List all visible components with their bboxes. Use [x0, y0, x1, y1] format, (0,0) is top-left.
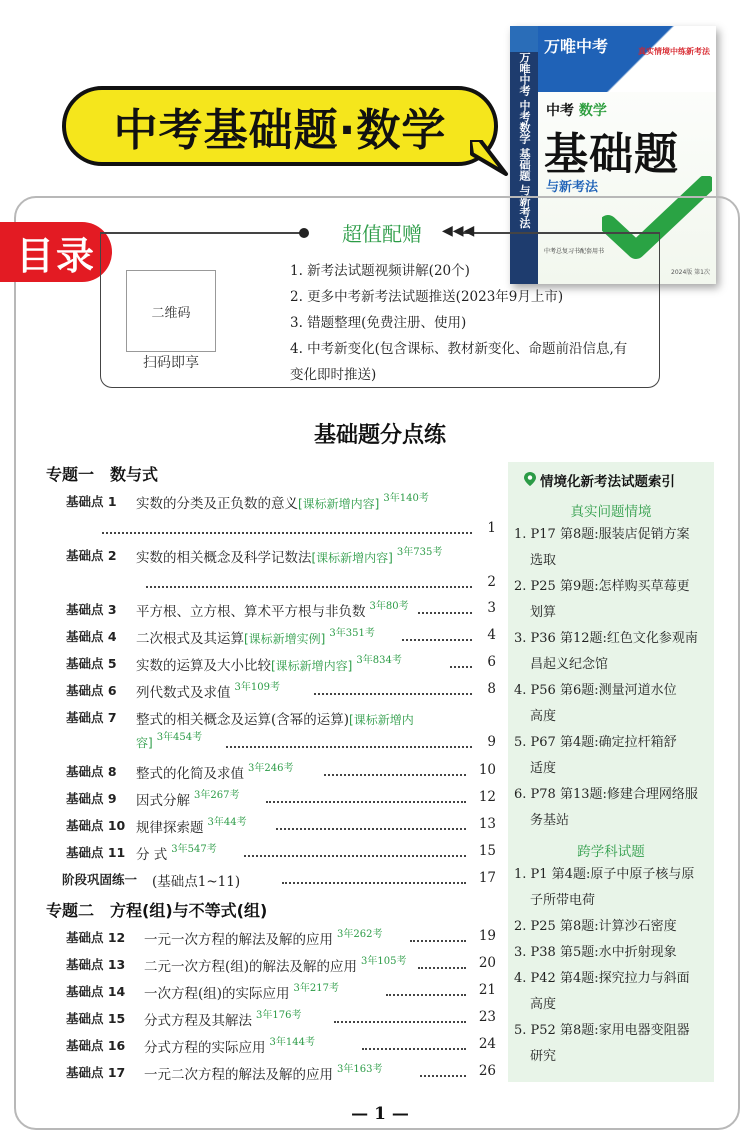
toc-row-count: 3年105考	[361, 956, 407, 967]
toc-row-page: 3	[487, 600, 496, 616]
toc-row-text: 一元二次方程的解法及解的应用	[144, 1067, 333, 1083]
book-title: 基础题	[544, 129, 679, 180]
toc-row-count: 3年176考	[256, 1010, 302, 1021]
toc-row[interactable]	[66, 492, 496, 514]
toc-row[interactable]	[66, 546, 496, 568]
toc-row-cont	[66, 574, 496, 596]
gift-list	[290, 258, 650, 388]
toc-row[interactable]	[66, 1063, 496, 1085]
spine-text: 万唯中考 中考数学 基础题 与新考法	[518, 52, 531, 229]
side-item-cont: 划算	[530, 605, 557, 620]
toc-row-tag: [课标新增实例]	[244, 632, 326, 646]
gift-item: 3. 错题整理(免费注册、使用)	[290, 315, 467, 331]
toc-row[interactable]	[66, 928, 496, 950]
toc-row-label: 基础点 12	[66, 930, 126, 945]
toc-row-text: 分 式	[136, 847, 168, 863]
gift-title: 超值配赠	[342, 222, 422, 246]
contents-tab: 目录	[0, 222, 112, 282]
toc-row-count: 3年262考	[337, 929, 383, 940]
toc-row-text: 二元一次方程(组)的解法及解的应用	[144, 959, 358, 975]
toc-row-page: 9	[487, 734, 496, 750]
gift-item: 变化即时推送)	[290, 367, 377, 383]
side-item-cont: 务基站	[530, 813, 570, 828]
toc-row-count: 3年267考	[194, 790, 240, 801]
leader-dots	[282, 870, 466, 884]
leader-dots	[420, 1063, 466, 1077]
topic-heading: 专题二 方程(组)与不等式(组)	[46, 901, 268, 920]
toc-row[interactable]	[66, 627, 496, 649]
toc-row-count: 3年44考	[207, 817, 247, 828]
book-subject: 数学	[578, 103, 607, 119]
topic-heading: 专题一 数与式	[46, 465, 159, 484]
side-item[interactable]: 1. P17 第8题:服装店促销方案	[514, 527, 690, 542]
book-brand: 万唯中考	[544, 37, 609, 56]
side-item[interactable]: 2. P25 第9题:怎样购买草莓更	[514, 579, 690, 594]
toc-row-text: 因式分解	[136, 793, 190, 809]
toc-row-count: 3年109考	[234, 682, 280, 693]
banner-title: 中考基础题·数学	[113, 105, 447, 156]
leader-dots	[402, 627, 472, 641]
leader-dots	[418, 955, 466, 969]
toc-row-page: 2	[487, 574, 496, 590]
side-heading: 情境化新考法试题索引	[540, 474, 675, 490]
toc-row-label: 基础点 2	[66, 548, 117, 563]
toc-row-page: 1	[487, 520, 496, 536]
page-number: — 1 —	[351, 1104, 409, 1124]
toc-row-count: 3年246考	[248, 763, 294, 774]
toc-row-count: 3年834考	[356, 655, 402, 666]
leader-dots	[102, 520, 472, 534]
toc-row[interactable]	[66, 600, 496, 622]
toc-row[interactable]	[66, 1009, 496, 1031]
toc-row-text: 列代数式及求值	[136, 685, 231, 701]
toc-row[interactable]	[66, 789, 496, 811]
gift-top-line-left	[100, 232, 304, 234]
toc-row-label: 基础点 9	[66, 791, 117, 806]
leader-dots	[146, 574, 472, 588]
toc-row-page: 24	[478, 1036, 496, 1052]
toc-row[interactable]	[66, 816, 496, 838]
toc-row-cont	[66, 734, 496, 756]
toc-row-label: 基础点 15	[66, 1011, 126, 1026]
toc-row-count: 3年140考	[383, 493, 429, 504]
leader-dots	[334, 1009, 466, 1023]
toc-row-label: 基础点 13	[66, 957, 126, 972]
book-subtitle: 与新考法	[546, 180, 599, 195]
toc-row-text: 一元一次方程的解法及解的应用	[144, 932, 333, 948]
toc-row-count: 3年80考	[369, 601, 409, 612]
toc-row-label: 基础点 11	[66, 845, 126, 860]
toc-row-count: 3年454考	[156, 732, 203, 743]
toc-row-text: (基础点1~11)	[152, 874, 241, 890]
toc-row-count: 3年144考	[269, 1037, 315, 1048]
toc-row-tag: [课标新增内	[349, 713, 414, 727]
toc-row-tag: [课标新增内容]	[311, 551, 393, 565]
toc-row-label: 基础点 4	[66, 629, 117, 644]
leader-dots	[314, 681, 472, 695]
qr-code[interactable]	[126, 270, 216, 352]
toc-row-page: 4	[487, 627, 496, 643]
toc-row-tag: [课标新增内容]	[298, 497, 380, 511]
leader-dots	[276, 816, 466, 830]
toc-row-label: 阶段巩固练一	[62, 872, 138, 887]
leader-dots	[266, 789, 466, 803]
toc-row-label: 基础点 1	[66, 494, 117, 509]
toc-row[interactable]	[66, 955, 496, 977]
toc-row-count: 3年735考	[396, 547, 443, 558]
side-group-list	[514, 862, 710, 1070]
side-item[interactable]: 3. P38 第5题:水中折射现象	[514, 945, 677, 960]
leader-dots	[362, 1036, 466, 1050]
toc-row-label: 基础点 3	[66, 602, 117, 617]
toc-row-tag: 容]	[136, 736, 153, 750]
book-edition: 2024版 第1次	[671, 269, 710, 276]
side-item[interactable]: 3. P36 第12题:红色文化参观南	[514, 631, 698, 646]
toc-row-label: 基础点 14	[66, 984, 126, 999]
book-tagline: 真实情境中练新考法	[638, 47, 710, 56]
toc-row-label: 基础点 8	[66, 764, 117, 779]
side-group-title: 跨学科试题	[577, 844, 645, 860]
toc-row-text: 规律探索题	[136, 820, 204, 836]
toc-row[interactable]	[66, 843, 496, 865]
toc-row[interactable]	[66, 681, 496, 703]
toc-row-page: 8	[487, 681, 496, 697]
side-item[interactable]: 4. P56 第6题:测量河道水位	[514, 683, 677, 698]
toc-row-text: 实数的运算及大小比较	[136, 658, 271, 674]
side-item[interactable]: 2. P25 第8题:计算沙石密度	[514, 919, 677, 934]
toc-row-text: 实数的分类及正负数的意义	[136, 496, 298, 512]
side-item[interactable]: 5. P52 第8题:家用电器变阻器	[514, 1023, 690, 1038]
toc-row[interactable]	[66, 654, 496, 676]
toc-row-label: 基础点 5	[66, 656, 117, 671]
toc-row-page: 17	[478, 870, 496, 886]
side-item[interactable]: 6. P78 第13题:修建合理网络服	[514, 787, 698, 802]
spine-brand-block	[510, 26, 538, 52]
toc-row-text: 一次方程(组)的实际应用	[144, 986, 290, 1002]
toc-row-page: 21	[478, 982, 496, 998]
bullet-dot-icon	[299, 228, 309, 238]
gift-top-line-right	[458, 232, 660, 234]
gift-item: 4. 中考新变化(包含课标、教材新变化、命题前沿信息,有	[290, 341, 628, 357]
toc-row-page: 10	[478, 762, 496, 778]
leader-dots	[226, 734, 472, 748]
arrows-left-icon: ◀◀◀	[442, 223, 475, 239]
toc-row-text: 实数的相关概念及科学记数法	[136, 550, 312, 566]
side-group-list	[514, 522, 710, 834]
toc-row-label: 基础点 17	[66, 1065, 126, 1080]
toc-row-page: 6	[487, 654, 496, 670]
speech-tail-icon	[470, 140, 510, 180]
qr-placeholder: 二维码	[151, 305, 191, 321]
toc-row-page: 23	[478, 1009, 496, 1025]
gift-item: 2. 更多中考新考法试题推送(2023年9月上市)	[290, 289, 564, 305]
side-item-cont: 选取	[530, 553, 557, 568]
toc-row[interactable]	[66, 1036, 496, 1058]
toc-row-tag: [课标新增内容]	[271, 659, 353, 673]
side-index-panel	[508, 462, 714, 1082]
toc-row-text: 平方根、立方根、算术平方根与非负数	[136, 604, 366, 620]
section-title: 基础题分点练	[313, 422, 446, 448]
toc-row[interactable]	[66, 762, 496, 784]
toc-row-page: 13	[478, 816, 496, 832]
leader-dots	[450, 654, 472, 668]
toc-row[interactable]	[66, 982, 496, 1004]
book-footer: 中考总复习书配套用书	[544, 248, 605, 255]
toc-row-cont	[66, 520, 496, 542]
side-item-cont: 子所带电荷	[530, 893, 596, 908]
toc-row-text: 分式方程及其解法	[144, 1013, 252, 1029]
toc-row-label: 基础点 10	[66, 818, 126, 833]
toc-row-page: 20	[478, 955, 496, 971]
toc-row-page: 12	[478, 789, 496, 805]
toc-row-page: 26	[478, 1063, 496, 1079]
leader-dots	[410, 928, 466, 942]
toc-row-count: 3年163考	[337, 1064, 383, 1075]
header-banner	[62, 86, 498, 166]
side-item-cont: 昌起义纪念馆	[530, 657, 609, 672]
leader-dots	[324, 762, 466, 776]
toc-row[interactable]	[66, 708, 496, 730]
toc-row-review[interactable]	[62, 870, 496, 892]
qr-caption: 扫码即享	[143, 355, 199, 371]
side-item-cont: 高度	[530, 997, 557, 1012]
toc-row-page: 15	[478, 843, 496, 859]
side-item[interactable]: 5. P67 第4题:确定拉杆箱舒	[514, 735, 677, 750]
side-item-cont: 高度	[530, 709, 557, 724]
toc-row-text: 二次根式及其运算	[136, 631, 244, 647]
toc-row-text: 整式的相关概念及运算(含幂的运算)	[136, 712, 350, 728]
toc-row-label: 基础点 16	[66, 1038, 126, 1053]
toc-row-text: 整式的化简及求值	[136, 766, 244, 782]
toc-row-count: 3年217考	[293, 983, 339, 994]
toc-row-label: 基础点 7	[66, 710, 117, 725]
book-subject-line: 中考 数学	[546, 103, 607, 119]
leader-dots	[386, 982, 466, 996]
location-pin-icon	[524, 472, 536, 486]
gift-item: 1. 新考法试题视频讲解(20个)	[290, 263, 470, 279]
toc-row-page: 19	[478, 928, 496, 944]
leader-dots	[244, 843, 466, 857]
side-item[interactable]: 4. P42 第4题:探究拉力与斜面	[514, 971, 690, 986]
toc-row-count: 3年351考	[329, 628, 375, 639]
toc-row-label: 基础点 6	[66, 683, 117, 698]
toc-row-text: 分式方程的实际应用	[144, 1040, 266, 1056]
side-item-cont: 研究	[530, 1049, 557, 1064]
side-item-cont: 适度	[530, 761, 557, 776]
side-group-title: 真实问题情境	[570, 504, 652, 520]
side-item[interactable]: 1. P1 第4题:原子中原子核与原	[514, 867, 695, 882]
leader-dots	[418, 600, 472, 614]
toc-row-count: 3年547考	[171, 844, 217, 855]
